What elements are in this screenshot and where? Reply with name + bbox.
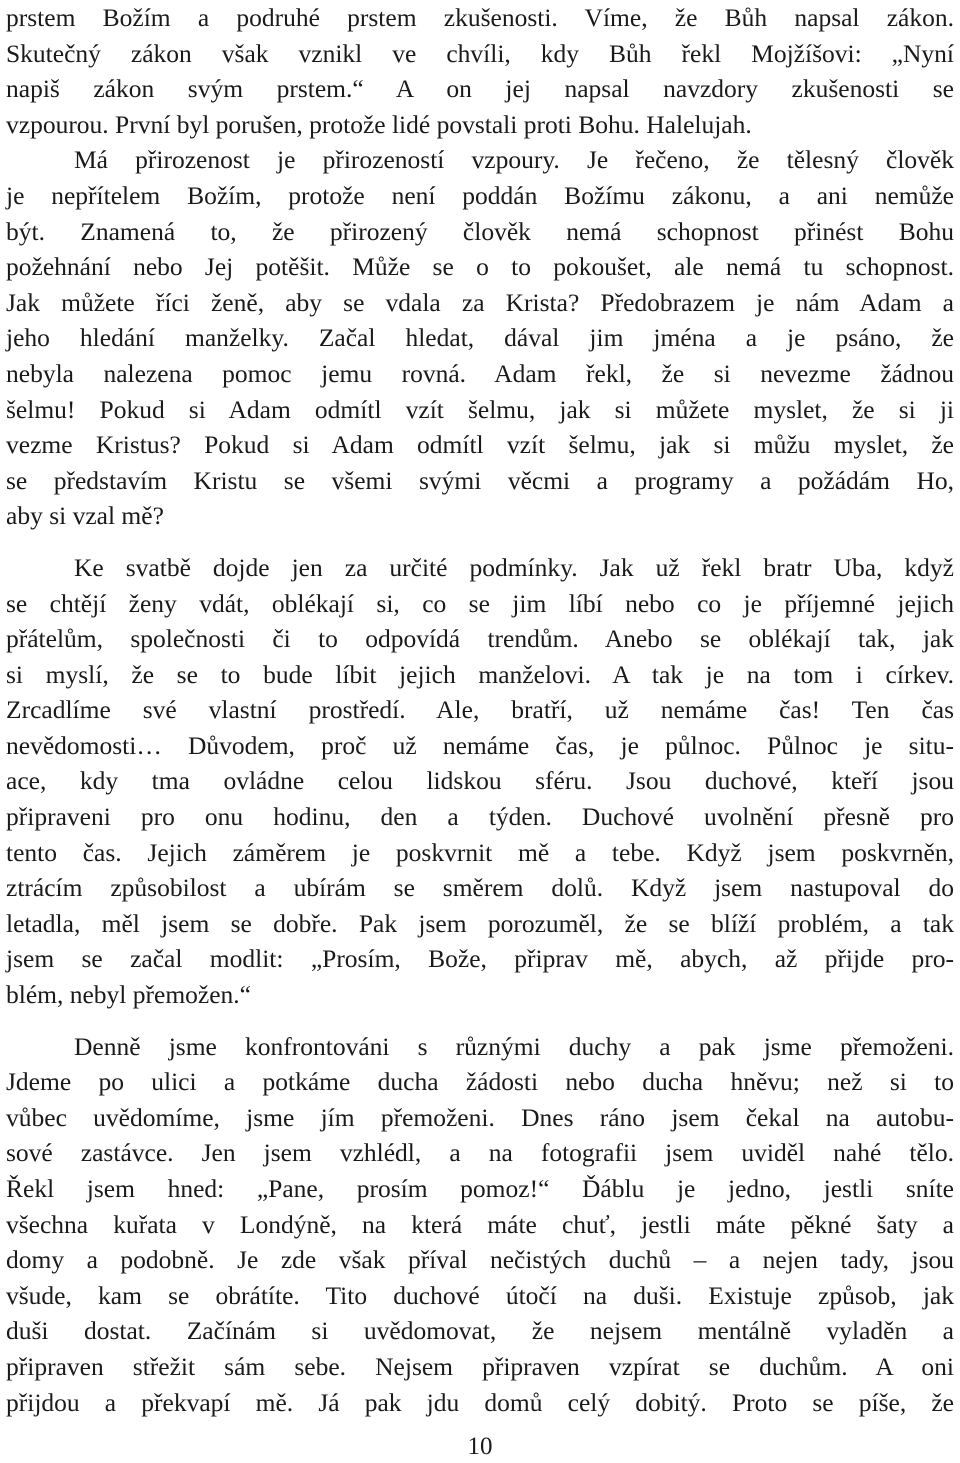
text-line: šelmu! Pokud si Adam odmítl vzít šelmu, jak si můžete myslet, že si ji <box>6 394 954 424</box>
text-line: si myslí, že se to bude líbit jejich manželovi. A tak je na tom i církev. <box>6 659 954 689</box>
text-line: jeho hledání manželky. Začal hledat, dával jim jména a je psáno, že <box>6 323 954 353</box>
text-line: blém, nebyl přemožen.“ <box>6 980 251 1010</box>
text-line: Jak můžete říci ženě, aby se vdala za Krista? Předobrazem je nám Adam a <box>6 287 954 317</box>
text-line: Denně jsme konfrontováni s různými duchy a pak jsme přemoženi. <box>74 1031 954 1061</box>
paragraph-1 <box>6 0 954 142</box>
text-line: domy a podobně. Je zde však příval nečistých duchů – a nejen tady, jsou <box>6 1245 954 1275</box>
text-line: vezme Kristus? Pokud si Adam odmítl vzít šelmu, jak si můžu myslet, že <box>6 430 954 460</box>
text-line: duši dostat. Začínám si uvědomovat, že nejsem mentálně vyladěn a <box>6 1316 954 1346</box>
text-line: ztrácím způsobilost a ubírám se směrem dolů. Když jsem nastupoval do <box>6 873 954 903</box>
text-line: aby si vzal mě? <box>6 501 164 531</box>
text-line: nebyla nalezena pomoc jemu rovná. Adam řekl, že si nevezme žádnou <box>6 358 954 388</box>
page-number: 10 <box>467 1433 493 1460</box>
text-line: vzpourou. První byl porušen, protože lidé povstali proti Bohu. Halelujah. <box>6 109 752 139</box>
paragraph-gap <box>6 534 954 550</box>
text-line: nevědomosti… Důvodem, proč už nemáme čas, je půlnoc. Půlnoc je situ- <box>6 730 954 760</box>
text-line: Řekl jsem hned: „Pane, prosím pomoz!“ Ďáblu je jedno, jestli sníte <box>6 1174 954 1203</box>
text-line: požehnání nebo Jej potěšit. Může se o to pokoušet, ale nemá tu schopnost. <box>6 252 954 282</box>
text-line: všechna kuřata v Londýně, na která máte chuť, jestli máte pěkné šaty a <box>6 1209 954 1239</box>
text-line: Skutečný zákon však vznikl ve chvíli, kdy Bůh řekl Mojžíšovi: „Nyní <box>6 38 954 68</box>
text-line: je nepřítelem Božím, protože není poddán Božímu zákonu, a ani nemůže <box>6 180 954 210</box>
text-line: připraveni pro onu hodinu, den a týden. Duchové uvolnění přesně pro <box>6 802 954 832</box>
paragraph-3 <box>6 550 954 1013</box>
text-line: prstem Božím a podruhé prstem zkušenosti. Víme, že Bůh napsal zákon. <box>6 3 954 32</box>
paragraph-4 <box>6 1029 954 1421</box>
text-line: přátelům, společnosti či to odpovídá trendům. Anebo se oblékají tak, jak <box>6 624 954 654</box>
text-line: tento čas. Jejich záměrem je poskvrnit mě a tebe. Když jsem poskvrněn, <box>6 837 954 867</box>
text-line: sové zastávce. Jen jsem vzhlédl, a na fotografii jsem uviděl nahé tělo. <box>6 1138 954 1168</box>
document-page <box>6 0 954 1420</box>
paragraph-2 <box>6 142 954 534</box>
text-line: ace, kdy tma ovládne celou lidskou sféru. Jsou duchové, kteří jsou <box>6 766 954 796</box>
text-line: jsem se začal modlit: „Prosím, Bože, připrav mě, abych, až přijde pro- <box>6 944 954 974</box>
text-line: všude, kam se obrátíte. Tito duchové útočí na duši. Existuje způsob, jak <box>6 1280 954 1310</box>
text-line: Zrcadlíme své vlastní prostředí. Ale, bratří, už nemáme čas! Ten čas <box>6 695 954 725</box>
text-line: letadla, měl jsem se dobře. Pak jsem porozuměl, že se blíží problém, a tak <box>6 908 954 938</box>
text-line: se představím Kristu se všemi svými věcmi a programy a požádám Ho, <box>6 465 954 495</box>
text-line: připraven střežit sám sebe. Nejsem připraven vzpírat se duchům. A oni <box>6 1351 954 1381</box>
text-line: Má přirozenost je přirozeností vzpoury. Je řečeno, že tělesný člověk <box>74 145 954 175</box>
text-line: přijdou a překvapí mě. Já pak jdu domů celý dobitý. Proto se píše, že <box>6 1387 954 1417</box>
text-line: Jdeme po ulici a potkáme ducha žádosti nebo ducha hněvu; než si to <box>6 1067 954 1097</box>
text-line: se chtějí ženy vdát, oblékají si, co se jim líbí nebo co je příjemné jejich <box>6 588 954 618</box>
text-line: být. Znamená to, že přirozený člověk nemá schopnost přinést Bohu <box>6 216 954 246</box>
paragraph-gap <box>6 1013 954 1029</box>
text-line: Ke svatbě dojde jen za určité podmínky. Jak už řekl bratr Uba, když <box>74 552 954 582</box>
text-line: vůbec uvědomíme, jsme jím přemoženi. Dnes ráno jsem čekal na autobu- <box>6 1102 954 1132</box>
text-line: napiš zákon svým prstem.“ A on jej napsal navzdory zkušenosti se <box>6 74 954 104</box>
